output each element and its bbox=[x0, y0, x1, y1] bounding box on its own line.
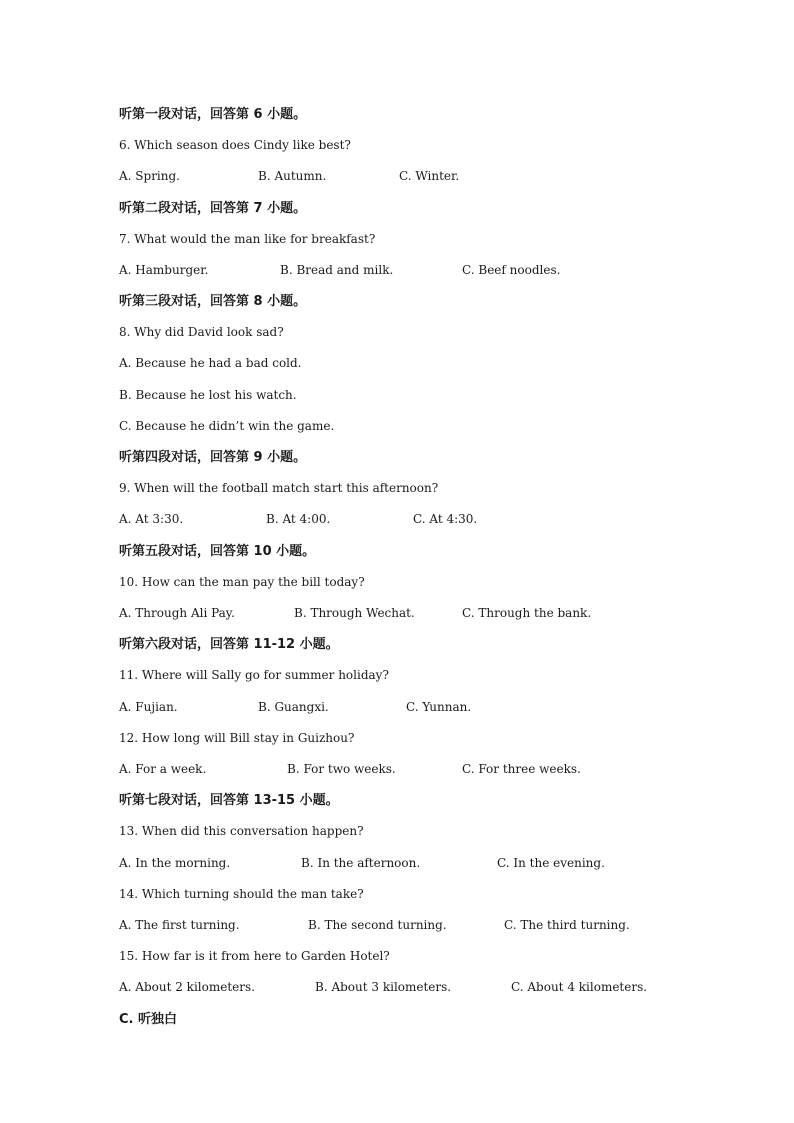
option-a: A. For a week. bbox=[119, 762, 207, 776]
option-b: B. In the afternoon. bbox=[301, 856, 421, 870]
question-7: 7. What would the man like for breakfast? bbox=[119, 232, 376, 246]
option-a: A. Hamburger. bbox=[119, 263, 209, 277]
option-c: C. About 4 kilometers. bbox=[511, 980, 648, 994]
section-heading: 听第七段对话，回答第 13-15 小题。 bbox=[119, 793, 339, 808]
option-a: A. Through Ali Pay. bbox=[119, 606, 235, 620]
option-b: B. Because he lost his watch. bbox=[119, 388, 297, 402]
option-a: A. About 2 kilometers. bbox=[119, 980, 255, 994]
option-c: C. The third turning. bbox=[504, 918, 630, 932]
question-10: 10. How can the man pay the bill today? bbox=[119, 575, 365, 589]
question-14: 14. Which turning should the man take? bbox=[119, 887, 364, 901]
option-a: A. Spring. bbox=[119, 169, 180, 183]
option-c: C. Because he didn’t win the game. bbox=[119, 419, 335, 433]
question-12: 12. How long will Bill stay in Guizhou? bbox=[119, 731, 355, 745]
section-heading: 听第一段对话，回答第 6 小题。 bbox=[119, 107, 307, 122]
section-heading: 听第四段对话，回答第 9 小题。 bbox=[119, 450, 307, 465]
section-heading: 听第三段对话，回答第 8 小题。 bbox=[119, 294, 307, 309]
option-a: A. Because he had a bad cold. bbox=[119, 356, 302, 370]
section-heading: 听第五段对话，回答第 10 小题。 bbox=[119, 544, 316, 559]
option-c: C. Yunnan. bbox=[406, 700, 472, 714]
option-c: C. Through the bank. bbox=[462, 606, 592, 620]
option-a: A. At 3:30. bbox=[119, 512, 184, 526]
question-9: 9. When will the football match start this afternoon? bbox=[119, 481, 439, 495]
question-8: 8. Why did David look sad? bbox=[119, 325, 284, 339]
part-c-heading: C. 听独白 bbox=[119, 1012, 178, 1027]
option-b: B. For two weeks. bbox=[287, 762, 396, 776]
option-b: B. Bread and milk. bbox=[280, 263, 394, 277]
question-6: 6. Which season does Cindy like best? bbox=[119, 138, 351, 152]
option-b: B. At 4:00. bbox=[266, 512, 331, 526]
option-c: C. For three weeks. bbox=[462, 762, 581, 776]
option-a: A. The first turning. bbox=[119, 918, 240, 932]
option-a: A. In the morning. bbox=[119, 856, 231, 870]
section-heading: 听第二段对话，回答第 7 小题。 bbox=[119, 201, 307, 216]
option-c: C. Winter. bbox=[399, 169, 460, 183]
option-b: B. Autumn. bbox=[258, 169, 327, 183]
option-a: A. Fujian. bbox=[119, 700, 178, 714]
option-b: B. Through Wechat. bbox=[294, 606, 415, 620]
option-b: B. About 3 kilometers. bbox=[315, 980, 452, 994]
question-15: 15. How far is it from here to Garden Hotel? bbox=[119, 949, 390, 963]
option-b: B. The second turning. bbox=[308, 918, 447, 932]
option-c: C. In the evening. bbox=[497, 856, 605, 870]
option-b: B. Guangxi. bbox=[258, 700, 329, 714]
option-c: C. Beef noodles. bbox=[462, 263, 561, 277]
question-11: 11. Where will Sally go for summer holiday? bbox=[119, 668, 389, 682]
option-c: C. At 4:30. bbox=[413, 512, 478, 526]
question-13: 13. When did this conversation happen? bbox=[119, 824, 364, 838]
section-heading: 听第六段对话，回答第 11-12 小题。 bbox=[119, 637, 339, 652]
